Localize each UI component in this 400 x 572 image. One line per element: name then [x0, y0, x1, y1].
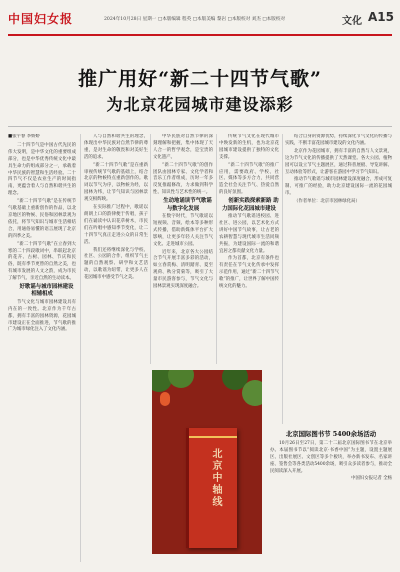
paragraph: 中华民族对自然节律的深刻理解和把握，集中体现了天人合一的哲学观念，是宝贵的文化遗产。 [153, 134, 213, 160]
article-column-2 [84, 134, 148, 364]
paragraph: 人与自然和谐共生的理念，体现出中华民族对自然节律的尊重，是对生命的敬畏和对美好生活的追求。 [84, 134, 148, 160]
paragraph: 结合自身的资源优势，持续深化节气文化的传播与实践，不断丰富花园城市建设的文化内涵。 [285, 134, 392, 146]
news-brief-source: 中国妇女报记者 全杨 [351, 476, 392, 482]
paragraph: 推动节气歌谣进校园、进社区、进公园，以艺术化方式讲好中国节气故事，让古老的农耕智慧与现代城市生活同频共振，为建设国际一流的和谐宜居之都贡献文化力量。 [219, 213, 279, 254]
article-column-1 [8, 134, 76, 562]
paragraph: 二十四节气是中国古代先民的伟大发明，是中华文化的重要组成部分，也是中华优秀传统文化中最具生命力的组成部分之一，承载着中华民族的智慧和生活经验。二十四节气不仅是农业生产的时间指南，更蕴含着人与自然和谐共生的理念。 [8, 142, 76, 197]
column-divider [150, 134, 151, 364]
section-subheading: 生动地诵读节气歌谣 与数字化发展 [163, 198, 212, 212]
book-cover-photo [152, 370, 262, 554]
news-brief-body [270, 441, 392, 475]
paragraph: “新二十四节气歌”在立春到大寒的二十四段歌词中，串联起北京的花卉、古树、园林、节庆和民俗，既有季节更替的自然之美，也有城市发展的人文之韵，成为市民了解节气、亲近自然的生动读本。 [8, 241, 76, 282]
subheadline: 为北京花园城市建设添彩 [106, 95, 294, 114]
paragraph: 近年来，北京各大公园结合节气开展丰富多彩的活动，如立春赏梅、清明踏青、夏至观荷、秋分赏菊等，吸引了大量市民游客参与，节气文化与园林景观实现深度融合。 [153, 249, 213, 290]
newspaper-logo: 中国妇女报 [8, 12, 74, 26]
lantern-shape [160, 392, 170, 406]
foliage-shape [168, 370, 194, 388]
page-number: A15 [368, 10, 394, 24]
byline: ■张宇春 李娇娇 [8, 134, 40, 139]
section-subheading: 好歌谣与城市园林建设相辅相成 [19, 284, 74, 298]
paragraph: 作为首都，北京有条件也有责任在节气文化传承中发挥示范作用，通过“新二十四节气歌”的推广，让世界了解中国传统文化的魅力。 [219, 256, 279, 290]
article-column-3 [153, 134, 213, 364]
header-rule [8, 34, 392, 36]
foliage-shape [242, 380, 262, 406]
issue-meta: 2024年10月28日 星期一 □本版编辑 程英 □本版美编 黎岩 □本版校对 刘杰 □本版校对 [104, 17, 286, 22]
paragraph: “新二十四节气歌”是在重新审视传统节气歌的基础上，结合北京的物候特点重新创作的。歌词以节气为序，以物候为经，以园林为纬，让节气知识与园林景观交相辉映。 [84, 162, 148, 203]
paragraph: 我们还将继续深化与学校、社区、公园的合作，组织节气主题的自然观察、研学和文艺活动，以歌谣为纽带，让更多人在花园城市中感受节气之美。 [84, 247, 148, 281]
paragraph: 10月26日至27日，第二十二届北京国际图书节在北京举办。本届图书节以“阅读北京·书香中国”为主题，设置主题展区、出版社展区、文创区等多个板块，举办新书发布、名家讲座、签售会等各类活动5400余场，吸引众多读者参与，推动全民阅读深入开展。 [270, 441, 392, 474]
book-title: 北京中轴线 [210, 448, 221, 508]
paragraph: 推动节气歌谣与城市园林建设深度融合，形成可复制、可推广的经验，助力北京建设国际一流的花园城市。 [285, 177, 392, 197]
paragraph: “新二十四节气歌”是在传统节气歌基础上重新创作的作品，以北京地区的物候、民俗和园林景观为依托，将节气知识与城市生活相结合，用通俗易懂的语言展现了北京的四季之美。 [8, 199, 76, 239]
headline-rule [8, 126, 392, 127]
paragraph: 节气文化与城市园林建设具有内在的一致性。北京作为千年古都，拥有丰富的园林资源，花园城市建设正在全面推进，节气歌的推广为城市绿化注入了文化内涵。 [8, 299, 76, 333]
news-brief-title: 北京国际图书节 5400余场活动 [285, 430, 377, 438]
paragraph: 北京作为花园城市，拥有丰富的自然与人文景观，这为节气文化的传播提供了天然课堂。各大公园、植物园可以设立节气主题展区，通过科普展板、导览讲解、互动体验等形式，让游客在游园中学习节气知识。 [285, 148, 392, 175]
column-divider [80, 134, 81, 562]
book [186, 428, 237, 548]
paragraph: “新二十四节气歌”的创作团队由园林专家、文化学者和音乐工作者组成，历时一年多反复推敲修改，力求做到科学性、知识性与艺术性的统一。 [153, 162, 213, 196]
book-band [189, 436, 237, 438]
paragraph: 在数字时代，节气歌谣以短视频、音频、绘本等多种形式传播，借助新媒体平台扩大影响，让更多年轻人关注节气文化、走进城市公园。 [153, 213, 213, 247]
masthead [0, 0, 400, 46]
headline: 推广用好“新二十四节气歌” [78, 68, 322, 90]
paragraph: （作者单位：北京市园林绿化局） [294, 199, 360, 205]
section-label: 文化 [342, 16, 362, 27]
paragraph: 传统节气文化在现代城市中焕发新的生机，也为北京花园城市建设提供了独特的文化支撑。 [219, 134, 279, 160]
section-subheading: 创新实践探索新路 助力国际化花园城市建设 [222, 198, 279, 212]
paragraph: “新二十四节气歌”的推广应用，需要政府、学校、社区、媒体等多方合力，共同营造全社会关注节气、热爱自然的良好氛围。 [219, 162, 279, 196]
article-column-5 [285, 134, 392, 424]
news-brief [270, 430, 392, 562]
column-divider [216, 134, 217, 364]
paragraph: 在实际推广过程中，歌谣以朗朗上口的韵律便于传唱，孩子们在诵读中认识花草树木，市民们在吟唱中感知季节变化，让二十四节气真正走进公众的日常生活。 [84, 205, 148, 245]
column-divider [282, 134, 283, 424]
